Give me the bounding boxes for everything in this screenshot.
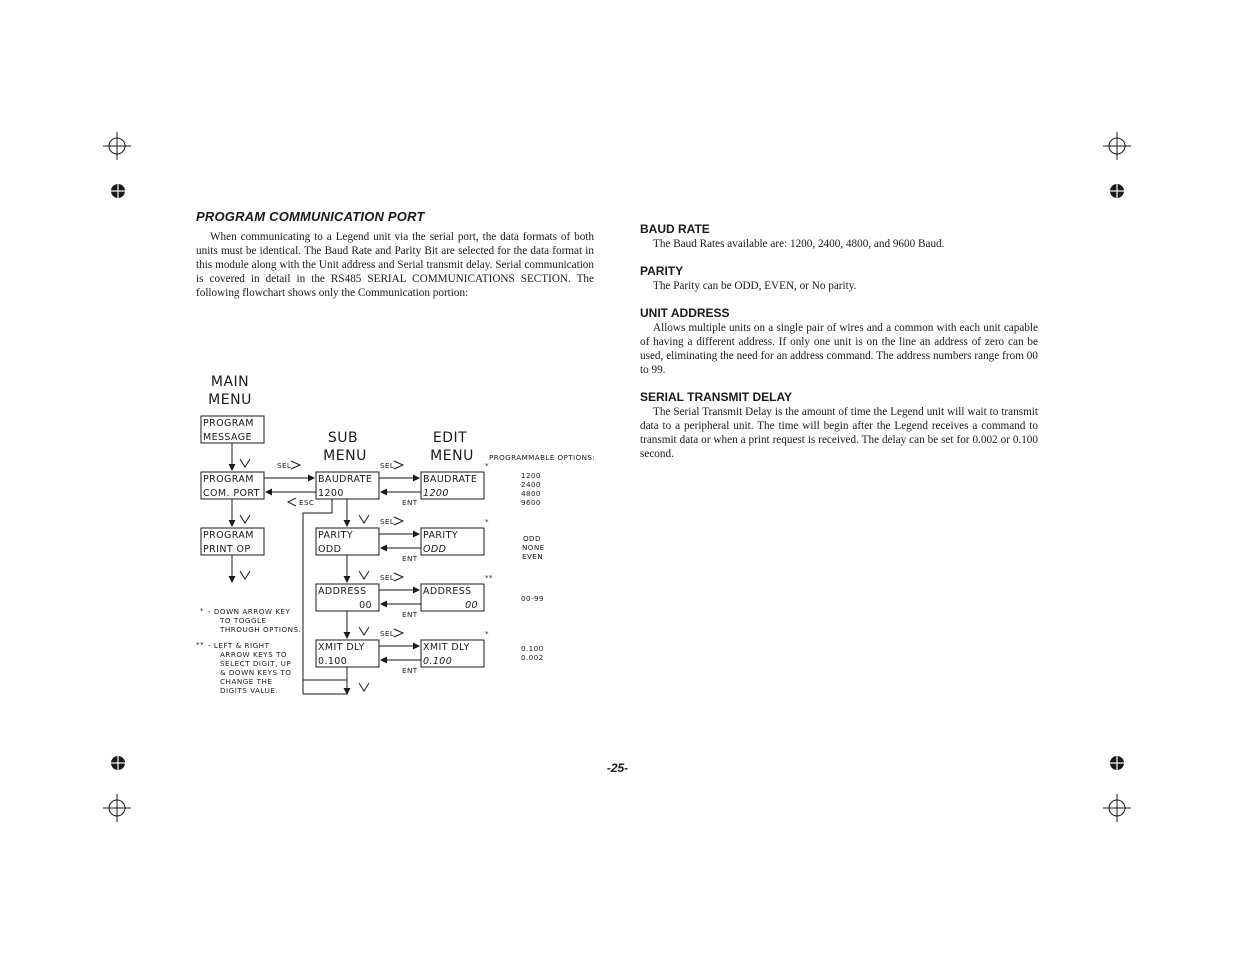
registration-crosshair-bottom-left-icon: [103, 794, 131, 822]
edit-marker: *: [485, 629, 489, 638]
svg-text:THROUGH OPTIONS.: THROUGH OPTIONS.: [220, 625, 302, 634]
sel-key-label: SEL: [277, 461, 292, 470]
svg-text:CHANGE THE: CHANGE THE: [220, 677, 273, 686]
svg-text:MESSAGE: MESSAGE: [203, 432, 252, 443]
svg-text:*: *: [200, 606, 205, 615]
serial-transmit-delay-section: [640, 390, 1038, 461]
down-key-icon: [240, 459, 250, 467]
down-key-icon: [240, 571, 250, 579]
svg-text:PRINT OP: PRINT OP: [203, 544, 251, 555]
svg-text:XMIT DLY: XMIT DLY: [423, 642, 470, 653]
baud-rate-heading: BAUD RATE: [640, 222, 710, 236]
sub-box-address: [316, 584, 379, 611]
serial-transmit-delay-body: The Serial Transmit Delay is the amount of time the Legend unit will wait to transmit data to a peripheral unit. The time will begin after the Legend receives a command to transmit data or when a print request is received. The delay can be set for 0.002 or 0.100 second.: [640, 406, 1038, 460]
svg-text:- DOWN ARROW KEY: - DOWN ARROW KEY: [208, 607, 291, 616]
left-key-icon: [288, 498, 296, 506]
edit-box-baudrate: [421, 472, 484, 499]
svg-text:00: 00: [359, 600, 372, 611]
svg-text:SEL: SEL: [380, 461, 395, 470]
svg-text:- LEFT & RIGHT: - LEFT & RIGHT: [208, 641, 270, 650]
svg-text:1200: 1200: [423, 488, 449, 499]
svg-text:SEL: SEL: [380, 573, 395, 582]
sub-menu-heading-line2: MENU: [323, 448, 367, 464]
registration-crosshair-top-left-icon: [103, 132, 131, 160]
main-box-program-com-port: [201, 472, 264, 499]
svg-text:PARITY: PARITY: [318, 530, 354, 541]
parity-section: [640, 264, 1038, 293]
svg-text:SELECT DIGIT, UP: SELECT DIGIT, UP: [220, 659, 292, 668]
main-box-program-message: [201, 416, 264, 443]
edit-box-parity: [421, 528, 484, 555]
svg-text:**: **: [196, 640, 205, 649]
down-key-icon: [359, 627, 369, 635]
svg-text:COM. PORT: COM. PORT: [203, 488, 260, 499]
unit-address-section: [640, 306, 1038, 377]
svg-text:00: 00: [465, 600, 478, 611]
sub-box-parity: [316, 528, 379, 555]
sel-ent-row-baudrate: [379, 461, 421, 507]
registration-dot-top-left-icon: [109, 182, 127, 200]
communication-flowchart: [190, 370, 610, 700]
svg-text:PROGRAM: PROGRAM: [203, 474, 254, 485]
main-menu-heading-line1: MAIN: [210, 374, 250, 390]
svg-text:ODD: ODD: [318, 544, 342, 555]
svg-text:SEL: SEL: [380, 517, 395, 526]
svg-text:XMIT DLY: XMIT DLY: [318, 642, 365, 653]
svg-text:DIGITS VALUE.: DIGITS VALUE.: [220, 686, 279, 695]
programmable-options-heading: PROGRAMMABLE OPTIONS:: [489, 453, 596, 462]
edit-menu-heading-line1: EDIT: [432, 430, 468, 446]
footnote-single-star: [200, 606, 301, 634]
svg-text:0.100: 0.100: [521, 644, 544, 653]
svg-text:PROGRAM: PROGRAM: [203, 530, 254, 541]
svg-text:0.100: 0.100: [423, 656, 453, 667]
svg-text:ADDRESS: ADDRESS: [423, 586, 472, 597]
unit-address-heading: UNIT ADDRESS: [640, 306, 730, 320]
right-key-icon: [291, 461, 300, 469]
main-box-program-print-op: [201, 528, 264, 555]
svg-text:ARROW KEYS TO: ARROW KEYS TO: [220, 650, 287, 659]
down-key-icon: [359, 683, 369, 691]
edit-marker: **: [485, 573, 493, 582]
registration-dot-bottom-right-icon: [1108, 754, 1126, 772]
svg-text:2400: 2400: [521, 480, 541, 489]
svg-text:BAUDRATE: BAUDRATE: [318, 474, 373, 485]
svg-text:NONE: NONE: [522, 543, 545, 552]
options-baudrate: [521, 471, 541, 507]
svg-text:BAUDRATE: BAUDRATE: [423, 474, 478, 485]
options-address: [521, 594, 544, 603]
registration-dot-top-right-icon: [1108, 182, 1126, 200]
down-key-icon: [240, 515, 250, 523]
svg-text:ODD: ODD: [423, 544, 447, 555]
options-xmit-dly: [521, 644, 544, 662]
main-menu-heading-line2: MENU: [208, 392, 252, 408]
svg-text:ENT: ENT: [402, 554, 418, 563]
serial-transmit-delay-heading: SERIAL TRANSMIT DELAY: [640, 390, 793, 404]
svg-text:0.100: 0.100: [318, 656, 348, 667]
registration-dot-bottom-left-icon: [109, 754, 127, 772]
edit-box-address: [421, 584, 484, 611]
sel-ent-row-xmit-dly: [379, 629, 421, 675]
registration-crosshair-bottom-right-icon: [1103, 794, 1131, 822]
svg-text:ENT: ENT: [402, 498, 418, 507]
baud-rate-body: The Baud Rates available are: 1200, 2400, 4800, and 9600 Baud.: [653, 238, 945, 250]
svg-text:ADDRESS: ADDRESS: [318, 586, 367, 597]
svg-text:ENT: ENT: [402, 666, 418, 675]
sel-ent-row-parity: [379, 517, 421, 563]
baud-rate-section: [640, 222, 1038, 251]
sub-menu-heading-line1: SUB: [327, 430, 359, 446]
edit-marker: *: [485, 461, 489, 470]
page-number: -25-: [606, 761, 629, 775]
down-key-icon: [359, 515, 369, 523]
svg-text:1200: 1200: [521, 471, 541, 480]
down-key-icon: [359, 571, 369, 579]
svg-text:4800: 4800: [521, 489, 541, 498]
edit-marker: *: [485, 517, 489, 526]
parity-body: The Parity can be ODD, EVEN, or No parity.: [653, 280, 857, 292]
edit-menu-heading-line2: MENU: [430, 448, 474, 464]
svg-text:ODD: ODD: [523, 534, 541, 543]
svg-text:1200: 1200: [318, 488, 344, 499]
svg-text:EVEN: EVEN: [522, 552, 543, 561]
svg-text:TO TOGGLE: TO TOGGLE: [220, 616, 267, 625]
sub-box-xmit-dly: [316, 640, 379, 667]
svg-text:ENT: ENT: [402, 610, 418, 619]
svg-text:00-99: 00-99: [521, 594, 544, 603]
svg-text:PROGRAM: PROGRAM: [203, 418, 254, 429]
svg-text:& DOWN KEYS TO: & DOWN KEYS TO: [220, 668, 292, 677]
sel-ent-row-address: [379, 573, 421, 619]
registration-crosshair-top-right-icon: [1103, 132, 1131, 160]
svg-text:SEL: SEL: [380, 629, 395, 638]
edit-box-xmit-dly: [421, 640, 484, 667]
footnote-double-star: [196, 640, 291, 695]
svg-text:9600: 9600: [521, 498, 541, 507]
esc-key-label: ESC: [299, 498, 315, 507]
right-column: [640, 222, 1038, 474]
unit-address-body: Allows multiple units on a single pair of wires and a common with each unit capable of having a different address. If only one unit is on the line an address of zero can be used, eliminating the need for an address command. The address numbers range from 00 to 99.: [640, 322, 1038, 376]
intro-paragraph: When communicating to a Legend unit via the serial port, the data formats of both units must be identical. The Baud Rate and Parity Bit are selected for the data format in this module along with the Unit address and Serial transmit delay. Serial communication is covered in detail in the RS485 SERIAL COMMUNICATIONS SECTION. The following flowchart shows only the Communication portion:: [196, 231, 594, 299]
sub-box-baudrate: [316, 472, 379, 499]
parity-heading: PARITY: [640, 264, 684, 278]
svg-text:0.002: 0.002: [521, 653, 544, 662]
svg-text:PARITY: PARITY: [423, 530, 459, 541]
section-title: PROGRAM COMMUNICATION PORT: [196, 209, 425, 224]
options-parity: [522, 534, 545, 561]
